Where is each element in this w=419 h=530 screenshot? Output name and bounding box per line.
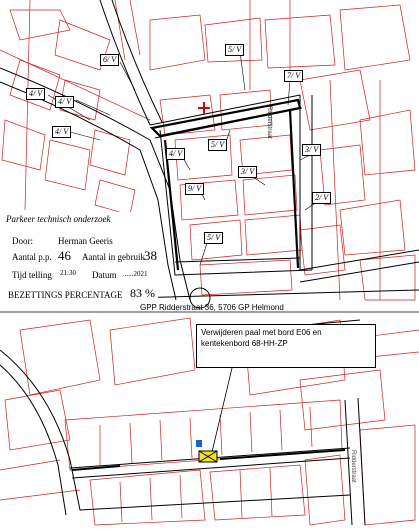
callout-parking-count: 4/ V [55,96,74,108]
door-label: Door: [12,236,33,246]
callout-parking-count: 4/ V [52,126,71,138]
street-label-top: Ridderstraat [266,106,272,139]
aantal-pp-label: Aantal p.p. [12,252,52,262]
survey-info-panel [6,212,158,308]
callout-parking-count: 4/ V [26,88,45,100]
tijd-value: 21:30 [60,269,76,277]
callout-parking-count: 9/ V [185,183,204,195]
note-pointer [212,368,232,452]
address-label: GPP Ridderstraat 36, 5706 GP Helmond [140,303,284,312]
door-value: Herman Geeris [58,236,113,246]
callout-parking-count: 5/ V [204,232,223,244]
callout-parking-count: 5/ V [225,44,244,56]
parking-location-marker [198,102,210,114]
aantal-pp-value: 46 [58,248,71,263]
aantal-gebruik-label: Aantal in gebruik [82,252,145,262]
callout-parking-count: 3/ V [238,166,257,178]
callout-parking-count: 5/ V [208,139,227,151]
aantal-gebruik-value: 38 [144,248,157,263]
note-line-1: Verwijderen paal met bord E06 en [201,328,322,337]
parking-area-outline [152,100,300,270]
callout-parking-count: 2/ V [312,192,331,204]
callout-parking-count: 4/ V [166,148,185,160]
street-label-bottom: Ridderstraat [350,450,356,483]
tijd-label: Tijd telling [12,270,52,280]
survey-title: Parkeer technisch onderzoek [6,214,111,224]
datum-label: Datum [92,270,117,280]
callout-parking-count: 7/ V [284,70,303,82]
removal-note [196,324,376,368]
datum-value: ......2021 [123,270,148,278]
bezetting-value: 83 % [130,286,155,300]
sign-icon [196,440,202,447]
callout-parking-count: 6/ V [100,54,119,66]
callout-parking-count: 3/ V [302,144,321,156]
note-line-2: kentekenbord 68-HH-ZP [201,339,288,348]
bezetting-label: BEZETTINGS PERCENTAGE [8,290,123,300]
removal-marker [199,451,217,462]
